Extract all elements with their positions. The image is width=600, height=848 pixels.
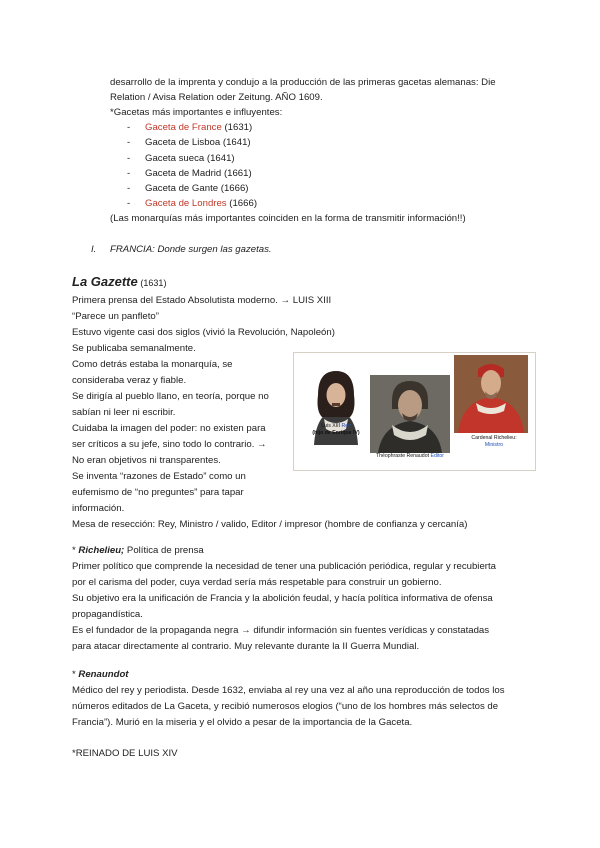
renaudot-caption (364, 453, 456, 459)
luis-caption-role: Rey (341, 423, 351, 429)
list-item (145, 137, 251, 149)
section-number: I. (91, 244, 97, 255)
gaceta-name: Gaceta de Gante (145, 183, 219, 194)
richelieu-line: para atacar directamente al contrario. Muy relevante durante la II Guerra Mundial. (72, 641, 420, 652)
renaudot-line: Francia”). Murió en la miseria y el olvido a pesar de la importancia de la Gaceta. (72, 717, 413, 728)
gazette-line: eufemismo de “no preguntes” para tapar (72, 487, 244, 498)
gazette-line: Se inventa “razones de Estado” como un (72, 471, 246, 482)
gaceta-name: Gaceta de Lisboa (145, 137, 221, 148)
renaudot-caption-name: Théophraste Renaudot (375, 453, 430, 459)
gazette-title: La Gazette (72, 274, 138, 289)
luis-xiv-heading: *REINADO DE LUIS XIV (72, 748, 178, 759)
richelieu-heading-rest: Política de prensa (124, 545, 204, 556)
gaceta-name: Gaceta de Madrid (145, 168, 222, 179)
section-title: FRANCIA: Donde surgen las gazetas. (110, 244, 272, 255)
list-item (145, 122, 252, 134)
list-item (145, 183, 248, 195)
list-bullet: - (127, 183, 131, 194)
gazette-line: Primera prensa del Estado Absolutista moderno. → LUIS XIII (72, 295, 332, 306)
list-bullet: - (127, 198, 131, 209)
richelieu-line: Su objetivo era la unificación de Francia y la abolición feudal, y hacía política informativa de ofensa (72, 593, 493, 604)
list-bullet: - (127, 137, 131, 148)
heading-star: * (72, 545, 79, 556)
gaceta-year: (1661) (223, 168, 252, 179)
renaudot-line: números editados de La Gaceta, y recibió numerosos elogios (“uno de los hombres más selectos de (72, 701, 499, 712)
gazette-line: sabían ni leer ni escribir. (72, 407, 176, 418)
portraits-figure (293, 352, 536, 471)
intro-line-1: desarrollo de la imprenta y condujo a la producción de las primeras gacetas alemanas: Die (110, 77, 496, 88)
richelieu-line: por el carisma del poder, cuya verdad sería más respetable para construir un gobierno. (72, 577, 442, 588)
gazette-line: Se dirigía al pueblo llano, en teoría, porque no (72, 391, 269, 402)
richelieu-caption-role: Ministro (484, 442, 504, 448)
list-item (145, 168, 252, 180)
renaudot-portrait (370, 375, 450, 453)
luis-caption-parent: (hijo de Enrique IV) (312, 430, 360, 436)
richelieu-heading (72, 545, 204, 557)
renaudot-caption-role: Editor (430, 453, 445, 459)
gazette-line: ser críticos a su jefe, sino todo lo contrario. → (72, 439, 267, 450)
richelieu-name: Richelieu; (78, 545, 125, 556)
renaudot-heading (72, 669, 129, 681)
list-bullet: - (127, 153, 131, 164)
monarchy-note: (Las monarquías más importantes coinciden en la forma de transmitir información!!) (110, 213, 466, 224)
list-item (145, 198, 257, 210)
gazette-line: Cuidaba la imagen del poder: no existen para (72, 423, 266, 434)
richelieu-portrait (454, 355, 528, 433)
gacetas-heading: *Gacetas más importantes e influyentes: (110, 107, 283, 118)
intro-line-2: Relation / Avisa Relation oder Zeitung. AÑO 1609. (110, 92, 323, 103)
gaceta-year: (1666) (220, 183, 249, 194)
list-item (145, 153, 235, 165)
list-bullet: - (127, 168, 131, 179)
heading-star: * (72, 669, 79, 680)
renaudot-name: Renaundot (78, 669, 129, 680)
gaceta-year: (1631) (224, 122, 253, 133)
gazette-line: consideraba veraz y fiable. (72, 375, 187, 386)
gazette-line: Estuvo vigente casi dos siglos (vivió la Revolución, Napoleón) (72, 327, 335, 338)
gazette-line: Como detrás estaba la monarquía, se (72, 359, 233, 370)
gazette-line: No eran objetivos ni transparentes. (72, 455, 221, 466)
luis-caption (300, 423, 372, 429)
richelieu-line: Primer político que comprende la necesidad de tener una publicación periódica, regular y recubierta (72, 561, 496, 572)
gaceta-name: Gaceta sueca (145, 153, 205, 164)
richelieu-caption-name: Cardenal Richelieu: (471, 435, 517, 441)
richelieu-line: Es el fundador de la propaganda negra → difundir información sin fuentes verídicas y constatadas (72, 625, 490, 636)
gazette-title-row (72, 276, 166, 290)
gaceta-year: (1641) (222, 137, 251, 148)
gazette-line: Se publicaba semanalmente. (72, 343, 196, 354)
gaceta-year: (1641) (206, 153, 235, 164)
list-bullet: - (127, 122, 131, 133)
gazette-line: Mesa de resección: Rey, Ministro / valido, Editor / impresor (hombre de confianza y cercanía) (72, 519, 468, 530)
gazette-line: “Parece un panfleto” (72, 311, 159, 322)
gaceta-name: Gaceta de France (145, 122, 222, 133)
richelieu-line: propagandística. (72, 609, 143, 620)
gazette-line: información. (72, 503, 125, 514)
gaceta-name: Gaceta de Londres (145, 198, 227, 209)
gazette-year: (1631) (140, 278, 167, 288)
luis-caption-name: Luis XIII (321, 423, 341, 429)
renaudot-line: Médico del rey y periodista. Desde 1632, enviaba al rey una vez al año una reproducción de todos los (72, 685, 505, 696)
gaceta-year: (1666) (229, 198, 258, 209)
